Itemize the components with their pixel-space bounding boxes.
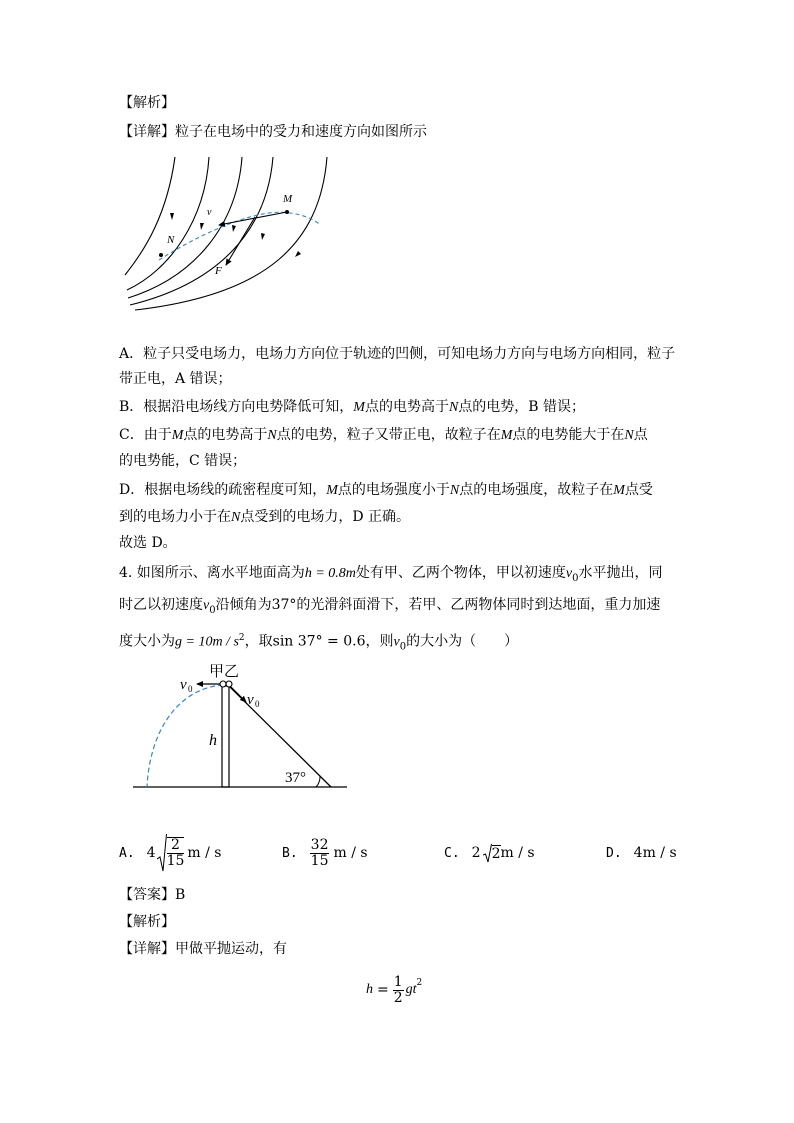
force-arrow bbox=[226, 217, 255, 265]
q4-line-2: 时乙以初速度$v_0$沿倾角为37°的光滑斜面滑下，若甲、乙两物体同时到达地面，重力加速 bbox=[119, 597, 661, 616]
option-c-line-2: 的电势能，C 错误； bbox=[119, 453, 247, 469]
field-line-3 bbox=[128, 157, 242, 298]
point-M bbox=[285, 210, 289, 214]
option-d-line-1: D．根据电场线的疏密程度可知，M点的电场强度小于N点的电场强度，故粒子在M点受 bbox=[119, 482, 653, 498]
q4-line-1: 4. 如图所示、离水平地面高为h = 0.8m处有甲、乙两个物体，甲以初速度$v_0$水平抛出，同 bbox=[119, 565, 663, 584]
field-line-1 bbox=[125, 157, 175, 275]
detail-line-2 bbox=[119, 942, 287, 956]
label-v0-left: v bbox=[180, 677, 187, 693]
field-lines-figure bbox=[115, 155, 330, 315]
option-a-line-2: 带正电，A 错误； bbox=[119, 371, 232, 387]
choice-a[interactable]: A. 4 $\frac{2}{15}$ m / s bbox=[119, 830, 221, 876]
choice-b[interactable]: B. $\frac{32}{15}$ m / s bbox=[282, 836, 368, 869]
label-M: M bbox=[283, 193, 293, 205]
option-d-line-2: 到的电场力小于在N点受到的电场力，D 正确。 bbox=[119, 509, 411, 525]
incline-figure bbox=[125, 658, 355, 793]
formula-h-half-gt2: h = $\frac{1}{2}$ gt $^2$ bbox=[366, 973, 423, 1006]
field-line-2 bbox=[127, 157, 209, 290]
detail-text-2: 甲做平抛运动，有 bbox=[175, 941, 287, 957]
conclusion: 故选 D。 bbox=[119, 535, 177, 551]
choice-c[interactable]: C. 2 2 m / s bbox=[444, 845, 535, 862]
tower bbox=[222, 686, 229, 787]
label-v: v bbox=[207, 207, 212, 218]
svg-text:0: 0 bbox=[188, 684, 193, 694]
point-N bbox=[159, 253, 163, 257]
q4-line-3: 度大小为$g = 10m / s^2$，取sin 37° = 0.6，则$v_0$的大小为（ ） bbox=[119, 633, 519, 653]
label-N: N bbox=[167, 234, 175, 246]
v0-right-arrow bbox=[231, 687, 246, 702]
detail-text-1: 粒子在电场中的受力和速度方向如图所示 bbox=[175, 124, 427, 140]
object-jia bbox=[220, 681, 226, 687]
option-b-line: B．根据沿电场线方向电势降低可知，M点的电势高于N点的电势，B 错误； bbox=[119, 399, 586, 415]
detail-label-1: 【详解】 bbox=[119, 124, 175, 140]
option-a-line-1: A．粒子只受电场力，电场力方向位于轨迹的凹侧，可知电场力方向与电场方向相同，粒子 bbox=[119, 346, 676, 362]
svg-text:0: 0 bbox=[255, 699, 260, 709]
choice-d[interactable]: D. 4m / s bbox=[606, 845, 677, 861]
field-line-4 bbox=[130, 157, 273, 305]
label-jia-yi: 甲乙 bbox=[209, 662, 240, 680]
detail-line-1 bbox=[119, 125, 427, 139]
trajectory bbox=[159, 212, 320, 260]
option-c-line-1: C．由于M点的电势高于N点的电势，粒子又带正电，故粒子在M点的电势能大于在N点 bbox=[119, 427, 648, 443]
answer-value: B bbox=[175, 887, 186, 903]
answer-label: 【答案】 bbox=[119, 887, 175, 903]
field-line-5 bbox=[135, 157, 327, 310]
label-F: F bbox=[215, 265, 222, 277]
analysis-label-1: 【解析】 bbox=[119, 95, 175, 111]
detail-label-2: 【详解】 bbox=[119, 941, 175, 957]
object-yi bbox=[226, 681, 232, 687]
incline bbox=[229, 686, 331, 787]
label-h: h bbox=[209, 732, 217, 749]
analysis-label-2: 【解析】 bbox=[119, 914, 175, 930]
answer-line bbox=[119, 888, 185, 902]
label-v0-right: v bbox=[247, 692, 254, 708]
angle-arc bbox=[316, 776, 320, 787]
label-angle: 37° bbox=[285, 770, 306, 786]
